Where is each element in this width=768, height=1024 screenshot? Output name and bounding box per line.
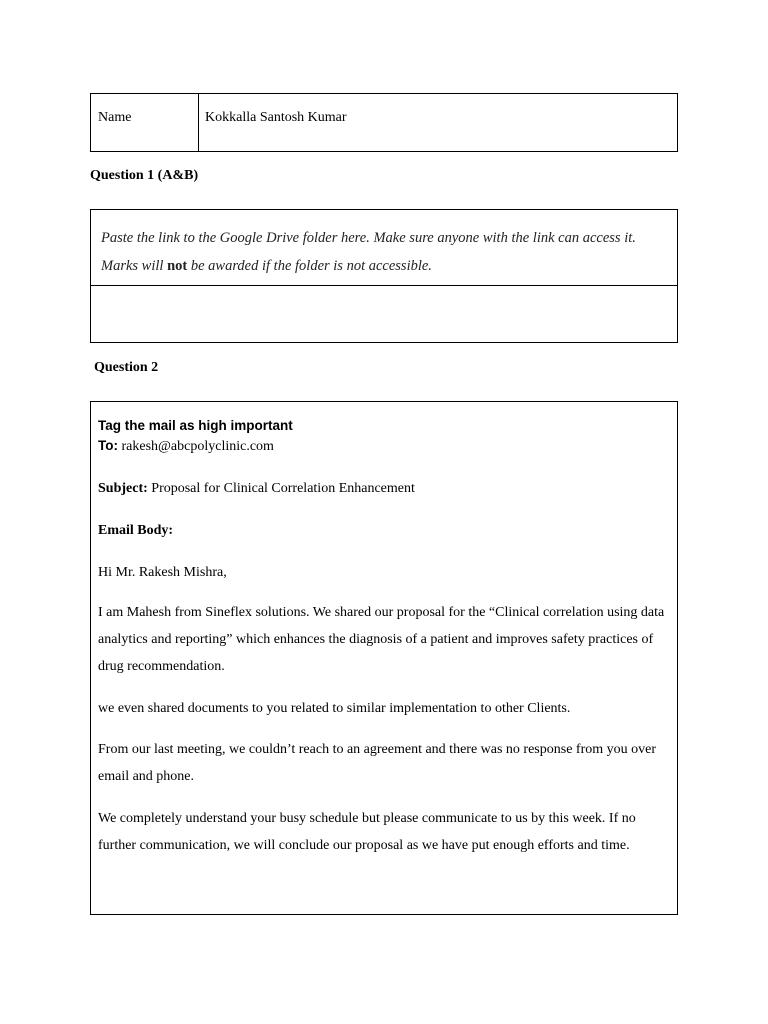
drive-link-table (90, 209, 678, 343)
email-paragraph: From our last meeting, we couldn’t reach to an agreement and there was no response from you over email and phone. (98, 742, 657, 784)
name-label: Name (91, 94, 199, 151)
email-body-label: Email Body: (98, 523, 174, 538)
to-value: rakesh@abcpolyclinic.com (121, 439, 274, 454)
drive-link-answer-cell[interactable] (91, 286, 677, 342)
question-2-heading: Question 2 (94, 360, 159, 375)
drive-link-instruction (91, 210, 677, 286)
email-greeting: Hi Mr. Rakesh Mishra, (98, 565, 227, 580)
name-table (90, 93, 678, 152)
email-paragraph: We completely understand your busy schedule but please communicate to us by this week. If no further communication, we will conclude our proposal as we have put enough efforts and time. (98, 811, 636, 853)
email-draft-box (90, 401, 678, 915)
email-paragraph: we even shared documents to you related to similar implementation to other Clients. (98, 701, 571, 716)
name-value: Kokkalla Santosh Kumar (205, 110, 347, 125)
question-1-heading: Question 1 (A&B) (90, 168, 199, 183)
instruction-text-1: Paste the link to the Google Drive folder here. Make sure anyone with the link can access it. Marks will (101, 230, 636, 274)
importance-tag: Tag the mail as high important (98, 418, 293, 433)
to-label: To: (98, 438, 118, 453)
subject-label: Subject: (98, 481, 148, 496)
instruction-text-2: be awarded if the folder is not accessible. (187, 258, 432, 274)
subject-value: Proposal for Clinical Correlation Enhancement (151, 481, 415, 496)
email-to-line (98, 436, 670, 457)
email-paragraph: I am Mahesh from Sineflex solutions. We shared our proposal for the “Clinical correlation using data analytics and reporting” which enhances the diagnosis of a patient and improves safety practices of drug recommendation. (98, 605, 665, 674)
email-subject-line (98, 479, 670, 499)
instruction-emphasis: not (167, 258, 188, 274)
